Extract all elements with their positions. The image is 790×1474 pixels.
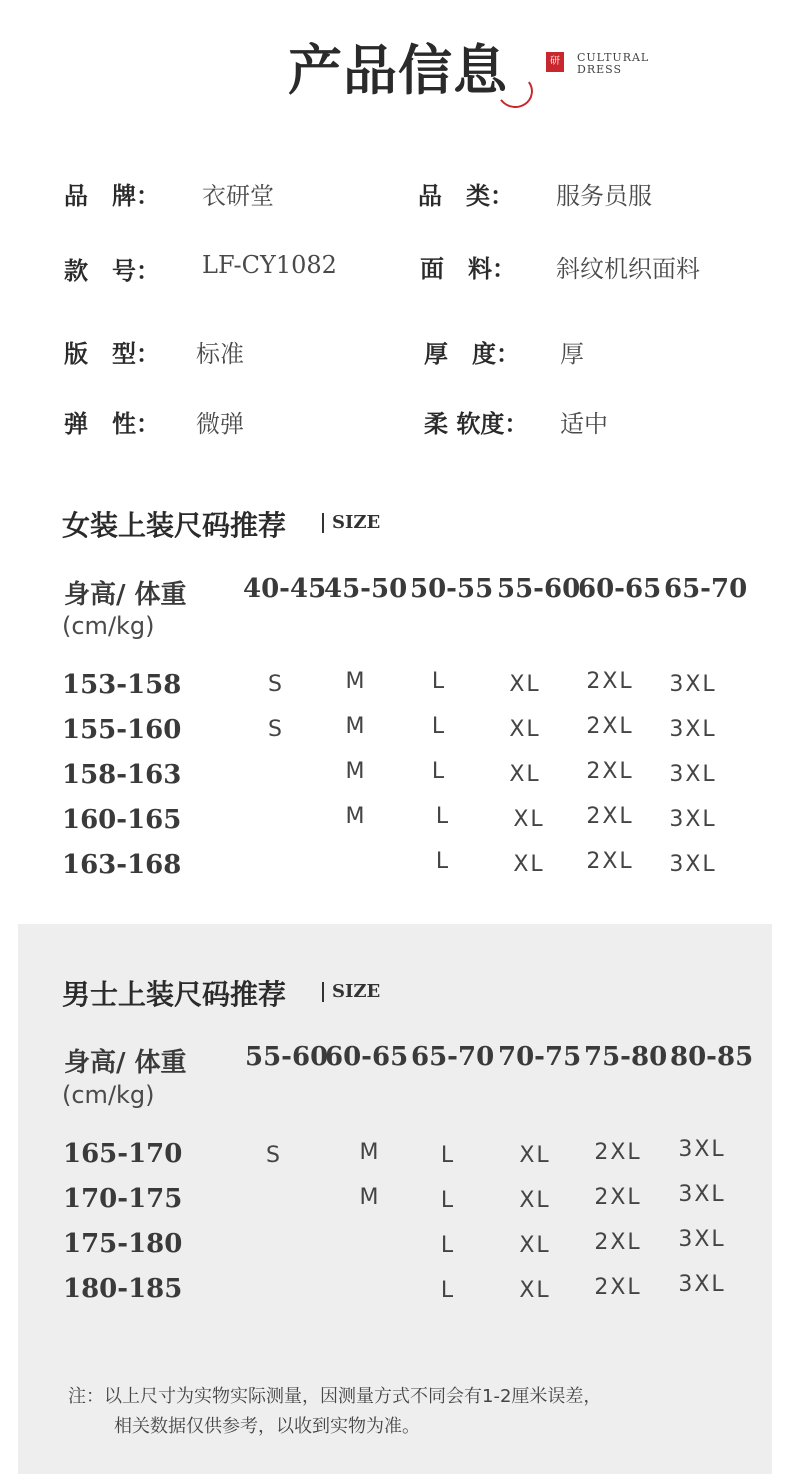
women-size-cell: XL (513, 807, 545, 832)
elastic-label: 弹 性： (64, 409, 160, 438)
men-size-cell: XL (519, 1143, 551, 1168)
men-size-cell: L (440, 1143, 456, 1168)
women-size-cell: 3XL (669, 672, 717, 697)
women-size-cell: M (345, 759, 367, 784)
elastic-value: 微弹 (196, 410, 244, 438)
women-size-cell: 3XL (669, 762, 717, 787)
men-col-header: 60-65 (325, 1042, 409, 1072)
women-size-cell: L (431, 714, 447, 739)
women-corner-unit: (cm/kg) (62, 612, 155, 640)
category-label: 品 类： (418, 181, 514, 210)
women-size-cell: 3XL (669, 852, 717, 877)
women-size-cell: 2XL (586, 804, 634, 829)
women-section-title: 女装上装尺码推荐 (62, 509, 287, 542)
women-row-height: 163-168 (62, 850, 182, 880)
model-label: 款 号： (64, 256, 160, 285)
men-row-height: 180-185 (63, 1274, 183, 1304)
fabric-label: 面 料： (420, 254, 516, 283)
thickness-label: 厚 度： (424, 339, 520, 368)
women-col-header: 40-45 (243, 574, 327, 604)
women-corner-label: 身高/ 体重 (64, 580, 187, 610)
men-corner-unit: (cm/kg) (62, 1081, 155, 1109)
men-size-cell: M (359, 1185, 381, 1210)
men-size-cell: L (440, 1278, 456, 1303)
women-size-cell: 3XL (669, 807, 717, 832)
women-size-cell: L (431, 759, 447, 784)
women-col-header: 45-50 (324, 574, 408, 604)
men-size-cell: XL (519, 1233, 551, 1258)
women-row-height: 153-158 (62, 670, 182, 700)
women-col-header: 55-60 (497, 574, 581, 604)
women-size-cell: M (345, 804, 367, 829)
women-size-cell: 2XL (586, 669, 634, 694)
women-size-cell: S (268, 717, 284, 742)
women-size-cell: L (435, 849, 451, 874)
softness-value: 适中 (560, 410, 608, 438)
brand-logo-mark: 研 (546, 52, 564, 72)
page-title: 产品信息 (288, 38, 508, 102)
women-size-tag: SIZE (322, 513, 380, 533)
women-size-cell: M (345, 714, 367, 739)
men-size-cell: XL (519, 1188, 551, 1213)
women-size-cell: 2XL (586, 849, 634, 874)
women-size-cell: 3XL (669, 717, 717, 742)
men-size-cell: 2XL (594, 1275, 642, 1300)
men-size-cell: XL (519, 1278, 551, 1303)
women-col-header: 50-55 (410, 574, 494, 604)
men-col-header: 70-75 (498, 1042, 582, 1072)
men-size-cell: M (359, 1140, 381, 1165)
women-size-cell: L (431, 669, 447, 694)
note-line-1: 注：以上尺寸为实物实际测量，因测量方式不同会有1-2厘米误差， (68, 1386, 602, 1407)
brand-value: 衣研堂 (202, 182, 274, 210)
men-size-cell: 3XL (678, 1137, 726, 1162)
men-section-title: 男士上装尺码推荐 (62, 978, 287, 1011)
fit-value: 标准 (196, 340, 244, 368)
men-size-cell: S (266, 1143, 282, 1168)
women-size-cell: 2XL (586, 759, 634, 784)
women-size-cell: M (345, 669, 367, 694)
men-size-cell: 3XL (678, 1272, 726, 1297)
men-col-header: 55-60 (245, 1042, 329, 1072)
men-col-header: 75-80 (584, 1042, 668, 1072)
women-row-height: 158-163 (62, 760, 182, 790)
men-col-header: 80-85 (670, 1042, 754, 1072)
softness-label: 柔 软度： (424, 409, 529, 438)
men-size-cell: 3XL (678, 1182, 726, 1207)
thickness-value: 厚 (560, 340, 584, 368)
men-size-cell: 3XL (678, 1227, 726, 1252)
women-size-cell: XL (509, 762, 541, 787)
men-corner-label: 身高/ 体重 (64, 1048, 187, 1078)
logo-line-2: DRESS (577, 63, 623, 76)
men-size-cell: 2XL (594, 1185, 642, 1210)
women-size-cell: XL (509, 717, 541, 742)
men-size-cell: L (440, 1188, 456, 1213)
men-size-cell: 2XL (594, 1230, 642, 1255)
women-size-cell: S (268, 672, 284, 697)
men-size-cell: L (440, 1233, 456, 1258)
women-size-cell: 2XL (586, 714, 634, 739)
women-size-cell: L (435, 804, 451, 829)
men-row-height: 165-170 (63, 1139, 183, 1169)
men-row-height: 170-175 (63, 1184, 183, 1214)
men-size-tag: SIZE (322, 982, 380, 1002)
note-line-2: 相关数据仅供参考，以收到实物为准。 (114, 1416, 420, 1437)
women-row-height: 155-160 (62, 715, 182, 745)
model-value: LF-CY1082 (202, 251, 337, 279)
women-col-header: 65-70 (664, 574, 748, 604)
logo-line-1: CULTURAL (577, 51, 650, 64)
brand-label: 品 牌： (64, 181, 160, 210)
women-size-cell: XL (509, 672, 541, 697)
fit-label: 版 型： (64, 339, 160, 368)
men-size-cell: 2XL (594, 1140, 642, 1165)
category-value: 服务员服 (556, 182, 652, 210)
men-row-height: 175-180 (63, 1229, 183, 1259)
women-col-header: 60-65 (578, 574, 662, 604)
men-col-header: 65-70 (411, 1042, 495, 1072)
women-row-height: 160-165 (62, 805, 182, 835)
women-size-cell: XL (513, 852, 545, 877)
fabric-value: 斜纹机织面料 (556, 255, 700, 283)
brand-logo-text (577, 52, 657, 76)
